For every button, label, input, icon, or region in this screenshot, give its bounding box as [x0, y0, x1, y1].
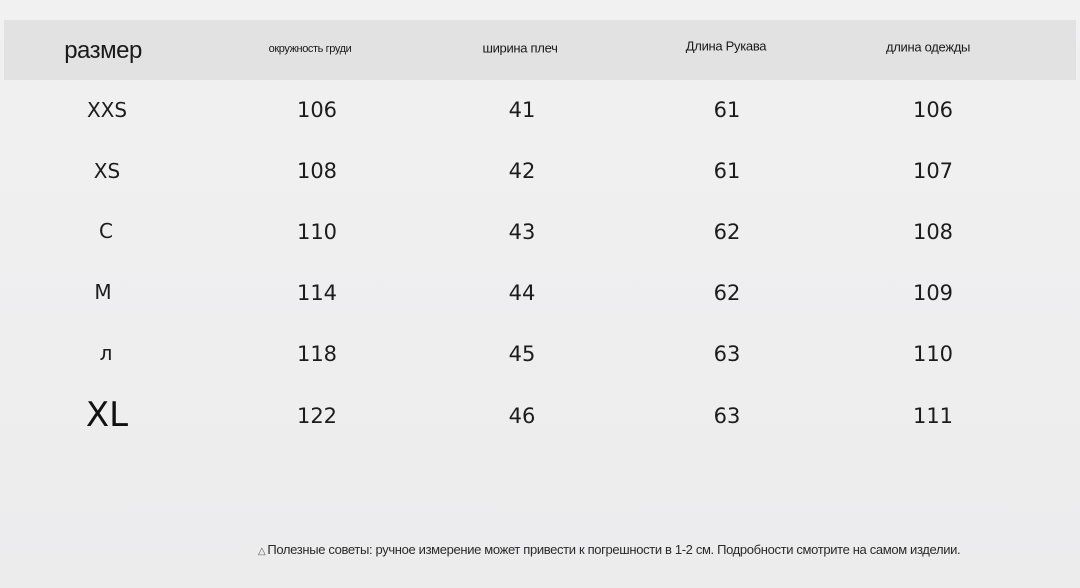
cell-chest: 122	[296, 404, 338, 428]
cell-size: XXS	[86, 98, 128, 122]
cell-shoulder: 44	[508, 281, 536, 305]
cell-length: 108	[912, 220, 954, 244]
cell-chest: 110	[296, 220, 338, 244]
cell-length: 109	[912, 281, 954, 305]
header-sleeve: Длина Рукава	[685, 38, 767, 54]
cell-chest: 108	[296, 159, 338, 183]
cell-sleeve: 62	[713, 220, 741, 244]
triangle-icon: △	[258, 546, 266, 557]
measurement-note	[258, 542, 960, 557]
cell-size: XL	[85, 395, 129, 435]
cell-length: 111	[912, 404, 954, 428]
header-shoulder: ширина плеч	[482, 40, 558, 56]
cell-shoulder: 43	[508, 220, 536, 244]
cell-shoulder: 42	[508, 159, 536, 183]
cell-sleeve: 62	[713, 281, 741, 305]
cell-length: 106	[912, 98, 954, 122]
cell-shoulder: 46	[508, 404, 536, 428]
cell-size: л	[99, 341, 113, 365]
cell-chest: 118	[296, 342, 338, 366]
cell-size: C	[99, 219, 113, 243]
cell-sleeve: 63	[713, 342, 741, 366]
cell-shoulder: 45	[508, 342, 536, 366]
cell-size: XS	[93, 159, 121, 183]
cell-length: 107	[912, 159, 954, 183]
cell-chest: 106	[296, 98, 338, 122]
cell-sleeve: 63	[713, 404, 741, 428]
cell-size: M	[94, 280, 112, 304]
note-text: Полезные советы: ручное измерение может привести к погрешности в 1-2 см. Подробности смотрите на самом изделии.	[267, 542, 961, 557]
cell-shoulder: 41	[508, 98, 536, 122]
cell-chest: 114	[296, 281, 338, 305]
cell-length: 110	[912, 342, 954, 366]
header-size: размер	[64, 37, 142, 64]
cell-sleeve: 61	[713, 159, 741, 183]
cell-sleeve: 61	[713, 98, 741, 122]
header-length: длина одежды	[885, 39, 971, 55]
header-chest: окружность груди	[268, 43, 352, 55]
